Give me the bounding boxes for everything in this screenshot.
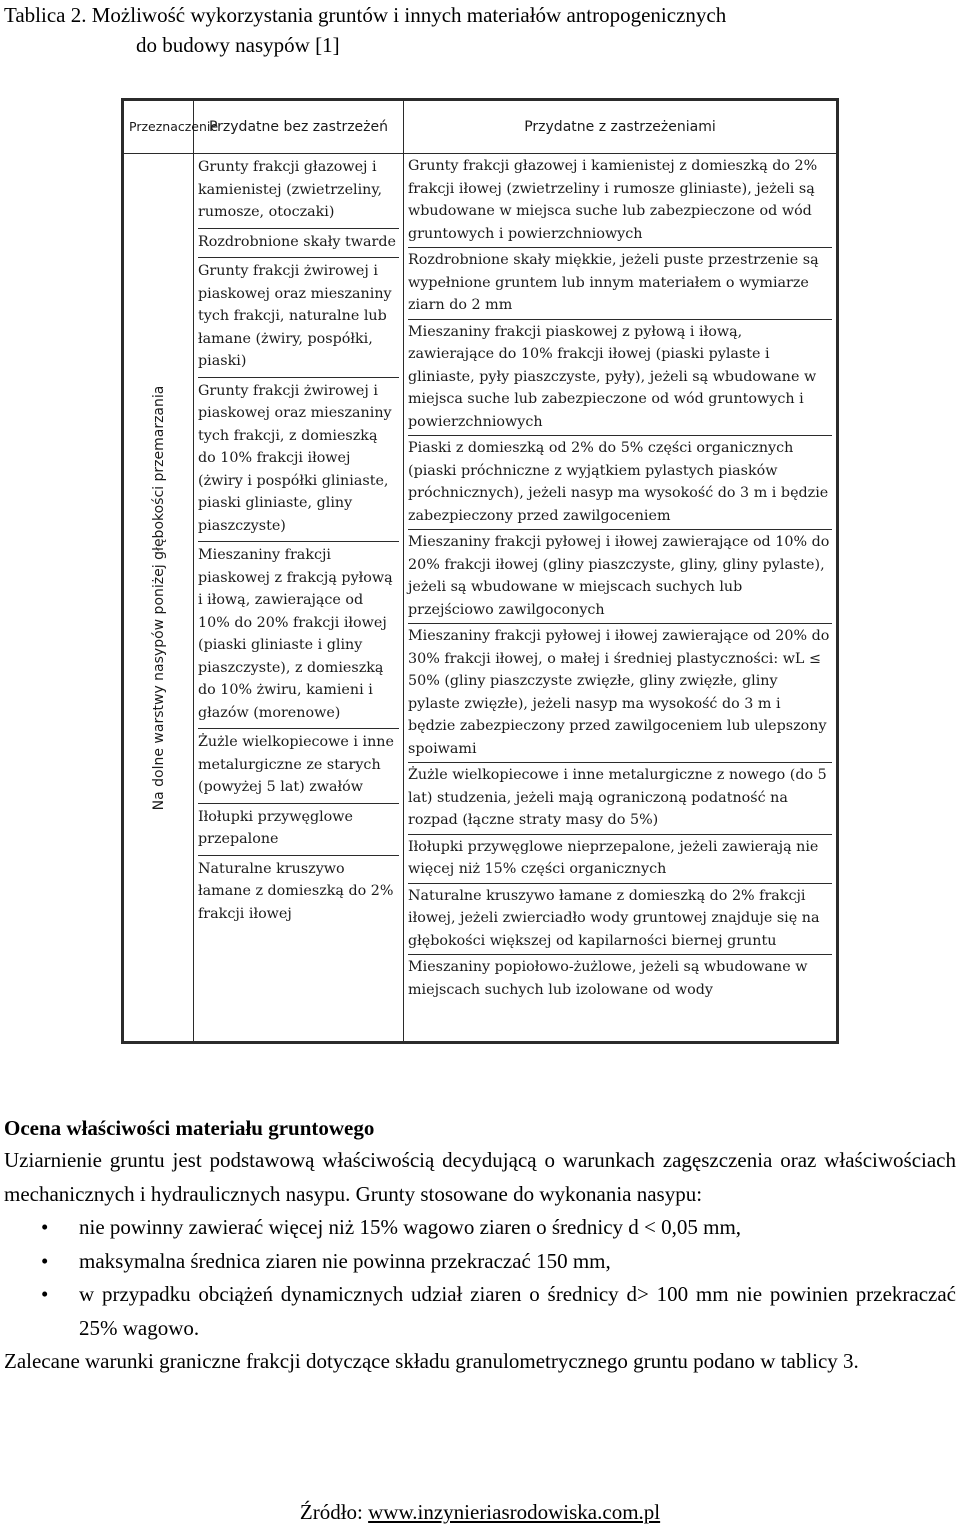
list-item: Mieszaniny popiołowo-żużlowe, jeżeli są wbudowane w miejscach suchych lub izolowane od wody xyxy=(408,959,808,998)
list-item: Rozdrobnione skały miękkie, jeżeli puste przestrzenie są wypełnione gruntem lub innym materiałem o wymiarze ziarn do 2 mm xyxy=(408,248,832,320)
vertical-purpose-label: Na dolne warstwy nasypów poniżej głębokości przemarzania xyxy=(150,385,167,810)
section-heading: Ocena właściwości materiału gruntowego xyxy=(4,1116,375,1140)
closing-paragraph: Zalecane warunki graniczne frakcji dotyczące składu granulometrycznego gruntu podano w tablicy 3. xyxy=(4,1349,859,1373)
purpose-cell xyxy=(124,154,194,1042)
list-item xyxy=(4,1211,956,1245)
bullet-icon: • xyxy=(41,1282,49,1306)
list-item-text: nie powinny zawierać więcej niż 15% wagowo ziaren o średnicy d < 0,05 mm, xyxy=(79,1215,742,1239)
list-item: Naturalne kruszywo łamane z domieszką do 2% frakcji iłowej xyxy=(198,860,394,922)
requirements-list xyxy=(4,1211,956,1345)
soil-assessment-section xyxy=(4,1112,956,1379)
list-item: Grunty frakcji żwirowej i piaskowej oraz mieszaniny tych frakcji, naturalne lub łamane (żwiry, pospółki, piaski) xyxy=(198,258,399,378)
bullet-icon: • xyxy=(41,1215,49,1239)
source-prefix: Źródło: xyxy=(299,1500,369,1524)
list-item: Grunty frakcji żwirowej i piaskowej oraz mieszaniny tych frakcji, z domieszką do 10% frakcji iłowej (żwiry i pospółki gliniaste, piaski gliniaste, gliny piaszczyste) xyxy=(198,378,399,543)
header-z-zastrzezeniami: Przydatne z zastrzeżeniami xyxy=(404,101,837,154)
table-caption xyxy=(4,0,944,60)
list-item: Żużle wielkopiecowe i inne metalurgiczne ze starych (powyżej 5 lat) zwałów xyxy=(198,729,399,804)
unconditional-column xyxy=(194,154,404,1042)
table-header-row xyxy=(124,101,837,154)
suitability-table xyxy=(121,98,839,1044)
list-item: Mieszaniny frakcji piaskowej z frakcją pyłową i iłową, zawierające od 10% do 20% frakcji iłowej (piaski gliniaste i gliny piaszczyste), z domieszką do 10% żwiru, kamieni i głazów (morenowe) xyxy=(198,542,399,729)
list-item: Mieszaniny frakcji pyłowej i iłowej zawierające od 20% do 30% frakcji iłowej, o małej i średniej plastyczności: wL ≤ 50% (gliny piaszczyste zwięzłe, gliny zwięzłe, gliny pylaste zwięzłe), jeżeli nasyp ma wysokość do 3 m i będzie zabezpieczony przed zawilgoceniem lub ulepszony spoiwami xyxy=(408,624,832,763)
list-item: Mieszaniny frakcji piaskowej z pyłową i iłową, zawierające do 10% frakcji iłowej (piaski pylaste i gliniaste, pyły piaszczyste, pyły), jeżeli są wbudowane w miejsca suche lub zabezpieczone od wód gruntowych i powierzchniowych xyxy=(408,320,832,437)
table-grid xyxy=(123,100,837,1042)
intro-paragraph: Uziarnienie gruntu jest podstawową właściwością decydującą o warunkach zagęszczenia oraz właściwościach mechanicznych i hydraulicznych nasypu. Grunty stosowane do wykonania nasypu: xyxy=(4,1148,956,1206)
list-item: Grunty frakcji głazowej i kamienistej (zwietrzeliny, rumosze, otoczaki) xyxy=(198,154,399,229)
caption-line-1: Tablica 2. Możliwość wykorzystania gruntów i innych materiałów antropogenicznych xyxy=(4,3,727,27)
list-item: Iłołupki przywęglowe przepalone xyxy=(198,804,399,856)
list-item xyxy=(4,1245,956,1279)
list-item xyxy=(4,1278,956,1345)
list-item: Naturalne kruszywo łamane z domieszką do 2% frakcji iłowej, jeżeli zwierciadło wody gruntowej znajduje się na głębokości większej od kapilarności biernej gruntu xyxy=(408,884,832,956)
bullet-icon: • xyxy=(41,1248,49,1273)
list-item: Rozdrobnione skały twarde xyxy=(198,229,399,259)
list-item: Piaski z domieszką od 2% do 5% części organicznych (piaski próchniczne z wyjątkiem pylastych piasków próchnicznych), jeżeli nasyp ma wysokość do 3 m i będzie zabezpieczony przed zawilgoceniem xyxy=(408,436,832,530)
source-footer xyxy=(0,1497,960,1527)
caption-line-2: do budowy nasypów [1] xyxy=(136,33,340,57)
conditional-column xyxy=(404,154,837,1042)
source-link[interactable]: www.inzynieriasrodowiska.com.pl xyxy=(368,1500,661,1524)
list-item: Żużle wielkopiecowe i inne metalurgiczne z nowego (do 5 lat) studzenia, jeżeli mają ograniczoną podatność na rozpad (łączne straty masy do 5%) xyxy=(408,763,832,835)
list-item-text: maksymalna średnica ziaren nie powinna przekraczać 150 mm, xyxy=(79,1248,611,1273)
table-body-row xyxy=(124,154,837,1042)
header-bez-zastrzezen: Przydatne bez zastrzeżeń xyxy=(194,101,404,154)
list-item: Iłołupki przywęglowe nieprzepalone, jeżeli zawierają nie więcej niż 15% części organicznych xyxy=(408,835,832,884)
list-item: Mieszaniny frakcji pyłowej i iłowej zawierające od 10% do 20% frakcji iłowej (gliny piaszczyste, gliny, gliny pylaste), jeżeli są wbudowane w miejscach suchych lub przejściowo zawilgoconych xyxy=(408,530,832,624)
list-item: Grunty frakcji głazowej i kamienistej z domieszką do 2% frakcji iłowej (zwietrzeliny i rumosze gliniaste), jeżeli są wbudowane w miejsca suche lub zabezpieczone od wód gruntowych i powierzchniowych xyxy=(408,154,832,248)
header-przeznaczenie: Przeznaczenie xyxy=(124,101,194,154)
list-item-text: w przypadku obciążeń dynamicznych udział ziaren o średnicy d> 100 mm nie powinien przekraczać 25% wagowo. xyxy=(79,1282,956,1340)
